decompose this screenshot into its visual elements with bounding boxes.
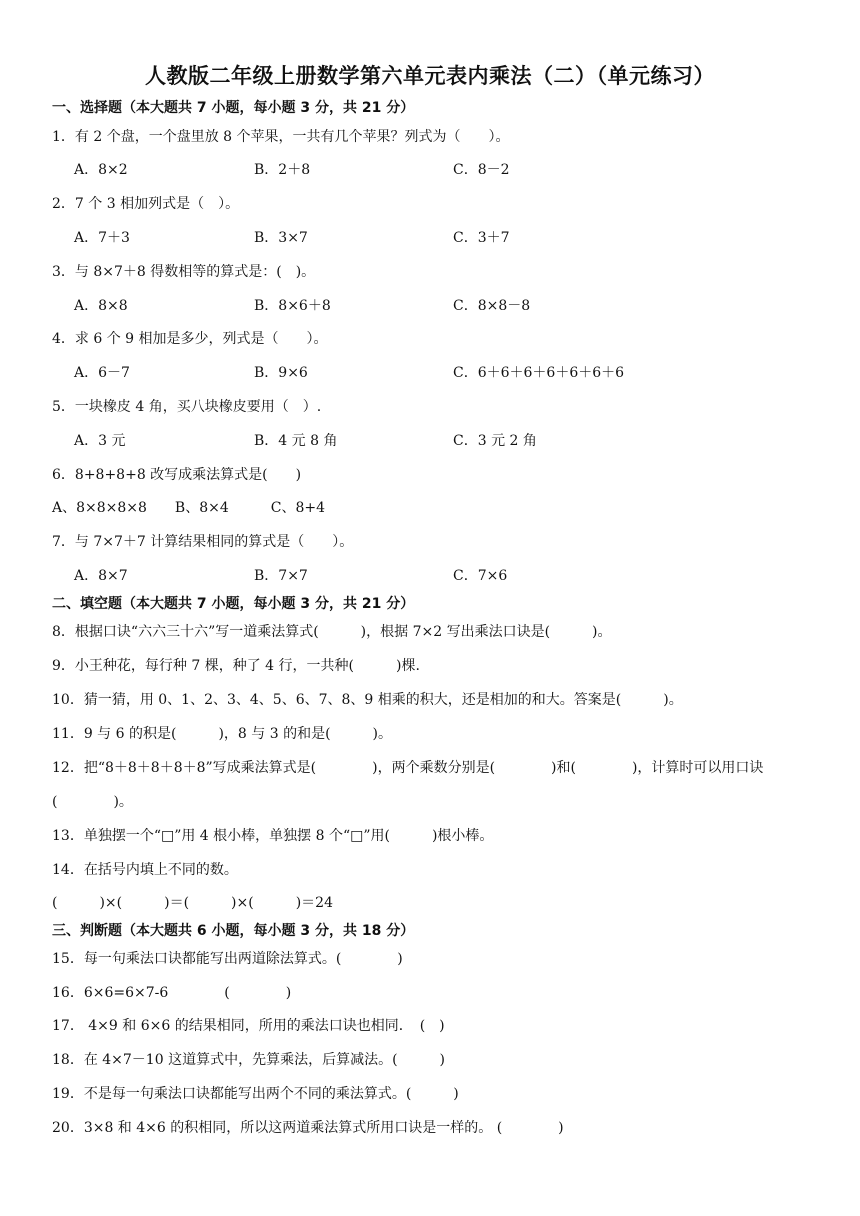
- section-heading-choice: 一、选择题（本大题共 7 小题，每小题 3 分，共 21 分）: [52, 100, 415, 116]
- q2-option-b: B．3×7: [254, 230, 308, 246]
- q3-option-b: B．8×6＋8: [254, 298, 331, 314]
- q5-option-a: A．3 元: [74, 433, 126, 449]
- q4-option-a: A．6－7: [74, 365, 130, 381]
- question-12-continued: ( )。: [52, 794, 133, 810]
- question-3: 3．与 8×7＋8 得数相等的算式是：( )。: [52, 264, 316, 280]
- q2-option-a: A．7＋3: [74, 230, 130, 246]
- question-2: 2．7 个 3 相加列式是（ ）。: [52, 196, 240, 212]
- question-10: 10．猜一猜，用 0、1、2、3、4、5、6、7、8、9 相乘的积大，还是相加的和大。答案是( )。: [52, 692, 683, 708]
- q4-option-b: B．9×6: [254, 365, 308, 381]
- q3-option-c: C．8×8－8: [453, 298, 531, 314]
- question-14-blanks: ( )×( )＝( )×( )＝24: [52, 895, 333, 911]
- page-title: 人教版二年级上册数学第六单元表内乘法（二）（单元练习）: [145, 64, 715, 88]
- q1-option-c: C．8－2: [453, 162, 510, 178]
- question-17: 17． 4×9 和 6×6 的结果相同，所用的乘法口诀也相同． ( ): [52, 1018, 445, 1034]
- question-9: 9．小王种花，每行种 7 棵，种了 4 行，一共种( )棵.: [52, 658, 420, 674]
- q5-option-c: C．3 元 2 角: [453, 433, 537, 449]
- q6-options: A、8×8×8×8 B、8×4 C、8+4: [52, 500, 326, 516]
- question-18: 18．在 4×7－10 这道算式中，先算乘法，后算减法。( ): [52, 1052, 445, 1068]
- question-12: 12．把“8＋8＋8＋8＋8”写成乘法算式是( )，两个乘数分别是( )和( )，计算时可以用口诀: [52, 760, 764, 776]
- question-7: 7．与 7×7＋7 计算结果相同的算式是（ ）。: [52, 534, 354, 550]
- q7-option-a: A．8×7: [74, 568, 128, 584]
- question-6: 6．8+8+8+8 改写成乘法算式是( ): [52, 467, 302, 483]
- question-1: 1．有 2 个盘，一个盘里放 8 个苹果，一共有几个苹果？列式为（ ）。: [52, 129, 510, 145]
- question-4: 4．求 6 个 9 相加是多少，列式是（ ）。: [52, 331, 328, 347]
- q1-option-a: A．8×2: [74, 162, 128, 178]
- question-14: 14．在括号内填上不同的数。: [52, 862, 238, 878]
- question-8: 8．根据口诀“六六三十六”写一道乘法算式( )，根据 7×2 写出乘法口诀是( )。: [52, 624, 612, 640]
- q1-option-b: B．2＋8: [254, 162, 311, 178]
- question-20: 20．3×8 和 4×6 的积相同，所以这两道乘法算式所用口诀是一样的。 ( ): [52, 1120, 564, 1136]
- question-11: 11．9 与 6 的积是( )，8 与 3 的和是( )。: [52, 726, 392, 742]
- q7-option-c: C．7×6: [453, 568, 508, 584]
- q7-option-b: B．7×7: [254, 568, 308, 584]
- question-15: 15．每一句乘法口诀都能写出两道除法算式。( ): [52, 951, 403, 967]
- section-heading-judge: 三、判断题（本大题共 6 小题，每小题 3 分，共 18 分）: [52, 923, 415, 939]
- question-16: 16．6×6=6×7-6 ( ): [52, 985, 292, 1001]
- question-13: 13．单独摆一个“□”用 4 根小棒，单独摆 8 个“□”用( )根小棒。: [52, 828, 494, 844]
- q3-option-a: A．8×8: [74, 298, 128, 314]
- question-19: 19．不是每一句乘法口诀都能写出两个不同的乘法算式。( ): [52, 1086, 459, 1102]
- q5-option-b: B．4 元 8 角: [254, 433, 338, 449]
- q2-option-c: C．3＋7: [453, 230, 510, 246]
- section-heading-fill: 二、填空题（本大题共 7 小题，每小题 3 分，共 21 分）: [52, 596, 415, 612]
- question-5: 5．一块橡皮 4 角，买八块橡皮要用（ ）.: [52, 399, 322, 415]
- q4-option-c: C．6＋6＋6＋6＋6＋6＋6: [453, 365, 625, 381]
